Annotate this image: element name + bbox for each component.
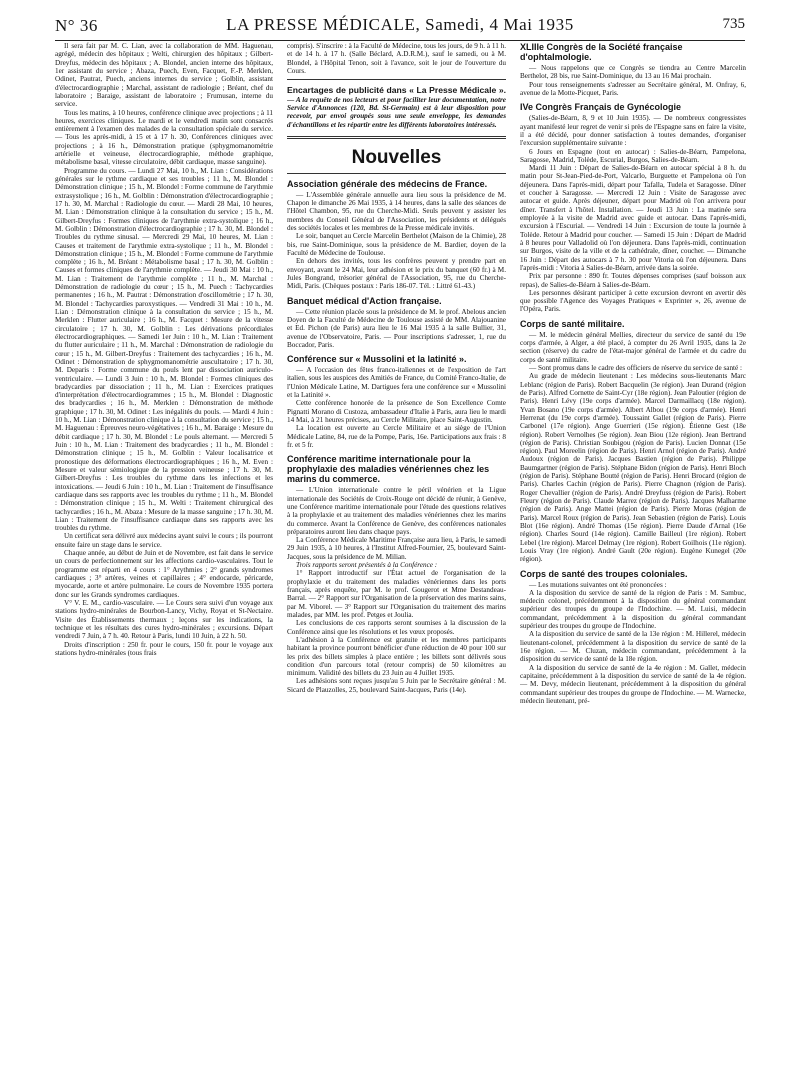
paragraph: Trois rapports seront présentés à la Conférence : xyxy=(296,561,438,570)
page-header xyxy=(55,14,745,41)
paragraph: compris). S'inscrire : à la Faculté de Médecine, tous les jours, de 9 h. à 11 h. et de 14 h. à 17 h. (Salle Béclard, A.D.R.M.), sauf le samedi, ou à M. Blondel, à l'Hôpital Tenon, soit à l'avance, soit le jour de l'ouverture du Cours. xyxy=(287,42,506,75)
paragraph: — Sont promus dans le cadre des officiers de réserve du service de santé : xyxy=(529,364,743,372)
article-heading: Corps de santé des troupes coloniales. xyxy=(520,568,688,579)
article-heading: XLIIIe Congrès de la Société française d'ophtalmologie. xyxy=(520,42,683,62)
divider xyxy=(287,79,506,80)
paragraph: Le soir, banquet au Cercle Marcelin Berthelot (Maison de la Chimie), 28 bis, rue Saint-Dominique, sous la présidence de M. Bardier, doyen de la Faculté de Médecine de Toulouse. xyxy=(287,232,506,257)
article-heading: Conférence sur « Mussolini et la latinité ». xyxy=(287,354,467,365)
notice-body: — A la requête de nos lecteurs et pour faciliter leur documentation, notre Service d'Annonces (120, Bd. St-Germain) est à leur disposition pour recevoir, par envoi groupés sous une seule enveloppe, les demandes d'échantillons et les répartir entre les différents laboratoires intéressés. xyxy=(287,95,506,129)
paragraph: V° V. E. M., cardio-vasculaire. — Le Cours sera suivi d'un voyage aux stations hydro-minérales de Bourbon-Lancy, Vichy, Royat et St-Nectaire. Visite des Établissements thermaux ; leçons sur les indications, la technique et les résultats des cures hydro-minérales ; excursions. Départ vendredi 7 Juin, à 7 h. 40. Retour à Paris, lundi 10 Juin, à 22 h. 50. xyxy=(55,598,273,641)
page-number: N° 36 xyxy=(55,16,98,35)
paragraph: Les conclusions de ces rapports seront soumises à la discussion de la Conférence ainsi que les résolutions et les vœux proposés. xyxy=(287,619,506,636)
article-heading: Corps de santé militaire. xyxy=(520,318,625,329)
paragraph: En dehors des invités, tous les confrères peuvent y prendre part en envoyant, avant le 24 Mai, leur adhésion et le prix du banquet (60 fr.) à M. Jules Bongrand, trésorier général de l'Association, 95, rue du Cherche-Midi, Paris. (Chèques postaux : Paris 186-07. Tél. : Littré 61-43.) xyxy=(287,257,506,291)
paragraph: Prix par personne : 890 fr. Toutes dépenses comprises (sauf boisson aux repas), de Salies-de-Béarn à Salies-de-Béarn. xyxy=(520,272,746,289)
column-right xyxy=(520,42,746,1074)
divider xyxy=(287,173,506,174)
divider xyxy=(287,136,506,139)
article-heading: Conférence maritime internationale pour la prophylaxie des maladies vénériennes chez les marins du commerce. xyxy=(287,454,490,485)
paragraph: La Conférence Médicale Maritime Française aura lieu, à Paris, le samedi 29 Juin 1935, à 10 heures, à l'Institut Alfred-Fournier, 25, boulevard Saint-Jacques, sous la présidence de M. Milian. xyxy=(287,536,506,561)
column-left xyxy=(55,42,273,1074)
paragraph: — M. le médecin général Mellies, directeur du service de santé du 19e corps d'armée, à Alger, a été placé, à compter du 26 Avril 1935, dans la 2e section (réserve) du cadre de l'état-major général de l'armée et du cadre du corps de santé militaire. xyxy=(520,330,746,364)
paragraph: A la disposition du service de santé de la 13e région : M. Hillerel, médecin lieutenant-colonel, précédemment à la disposition du service de santé de la 16e région. — M. Cluzan, médecin commandant, précédemment à la disposition du service de santé de la 18e région. xyxy=(520,630,746,664)
paragraph: L'adhésion à la Conférence est gratuite et les membres participants habitant la province pourront bénéficier d'une réduction de 40 pour 100 sur les prix des billets simples à place entière ; les billets sont délivrés sous condition d'un parcours total (retour compris) de 50 kilomètres au minimum. Validité des billets du 23 Juin au 4 Juillet 1935. xyxy=(287,635,506,678)
paragraph: — Nous rappelons que ce Congrès se tiendra au Centre Marcelin Berthelot, 28 bis, rue Saint-Dominique, du 13 au 16 Mai prochain. xyxy=(520,64,746,81)
paragraph: — Les mutations suivantes ont été prononcées : xyxy=(529,580,667,589)
article-heading: Association générale des médecins de France. xyxy=(287,178,488,189)
column-middle xyxy=(287,42,506,1074)
paragraph: — L'Union internationale contre le péril vénérien et la Ligue internationale des Sociétés de Croix-Rouge ont décidé de réunir, à Genève, une Conférence maritime internationale pour l'étude des questions relatives à la prophylaxie et au traitement des maladies vénériennes chez les marins du commerce. Avant la Conférence de Genève, des conférences nationales préparatoires auront lieu dans chaque pays. xyxy=(287,486,506,536)
paragraph: — Cette réunion placée sous la présidence de M. le prof. Abelous ancien Doyen de la Faculté de Médecine de Toulouse assisté de MM. Alajouanine et Ed. Pichon (de Paris) aura lieu le 16 Mai 1935 à la salle Bullier, 31, avenue de l'Observatoire, Paris. — Pour inscriptions s'adresser, 1, rue du Boccador, Paris. xyxy=(287,307,506,349)
paragraph: Un certificat sera délivré aux médecins ayant suivi le cours ; ils pourront ensuite faire un stage dans le service. xyxy=(55,532,273,549)
masthead-title: LA PRESSE MÉDICALE, Samedi, 4 Mai 1935 xyxy=(226,15,574,34)
advertising-notice xyxy=(287,86,506,129)
paragraph: Les adhésions sont reçues jusqu'au 5 Juin par le Secrétaire général : M. Sicard de Plauzolles, 25, boulevard Saint-Jacques, Paris (14e). xyxy=(287,677,506,694)
paragraph: Au grade de médecin lieutenant : Les médecins sous-lieutenants Marc Leblanc (région de Paris). Robert Bacquelin (3e région). Jean Durand (région de Paris). Alfred Cornette de Saint-Cyr (18e région). Jean Paloutier (région de Paris). Henri Lévy (19e corps d'armée). Marcel Darmaillacq (18e région). Yvan Bosano (19e corps d'armée). Albert Albou (19e corps d'armée). Henri Herrenat (du 19e corps d'armée). Toussaint Gallet (région de Paris). Pierre Carbonel (17e région). Ange Guerrieri (15e région). Étienne Gest (18e région). Robert Vernolhes (5e région). Jean Biou (12e région). Jean Bertrand (région de Paris). Christian Soubigou (région de Paris). Lucien Donnat (15e région). Paul Moreelin (région de Paris). Henri Arnol (région de Paris). André Audoux (région de Paris). Jacques Bastien (région de Paris). Philippe Baumgartner (région de Paris). Stéphane Bidon (région de Paris). Henri Bloch (région de Paris). Stéphane Boutté (région de Paris). Henri Brocard (région de Paris). Charles Cachin (région de Paris). Pierre Chagnon (région de Paris). Roger Chevallier (région de Paris). André Dreyfuss (région de Paris). Robert Fleury (région de Paris). Claude Marrez (région de Paris). Jacques Malharme (région de Paris). Ange Mattei (région de Paris). Pierre Moras (région de Paris). Marcel Roux (région de Paris). Jean Sebastien (région de Paris). Louis Blot (16e région). André Thomas (15e région). Pierre Daude d'Arnal (16e région). Charles Sourd (14e région). Camille Bailleul (1re région). Robert Lebel (1re région). Marcel Delmay (1re région). Robert Goilhois (11e région). Louis Vray (1re région). André Gault (20e région). Eugène Kunegel (20e région). xyxy=(520,372,746,564)
paragraph: Tous les matins, à 10 heures, conférence clinique avec projections ; à 11 heures, exercices cliniques. Le mardi et le vendredi matin sont consacrés entièrement à l'examen des malades de la consultation spéciale du service. — Tous les après-midi, à 15 et à 17 h. 30, Conférences cliniques avec projections ; à 16 h., Démonstration pratique (sphygmomanométrie artérielle et veineuse, électrocardiographie, méthode graphique, métabolisme basal, vitesse circulatoire, débit cardiaque, masse sanguine). xyxy=(55,108,273,167)
notice-title: Encartages de publicité dans « La Presse Médicale ». xyxy=(287,85,506,96)
paragraph: Il sera fait par M. C. Lian, avec la collaboration de MM. Haguenau, agrégé, médecin des hôpitaux ; Welti, chirurgien des hôpitaux ; Gilbert-Dreyfus, médecin des hôpitaux ; A. Blondel, ancien interne des hôpitaux, 1er assistant du service ; Abaza, Puech, Even, Facquet, F.-P. Merklen, Odinet, Pautrat, Puech, anciens internes du service ; Golblin, assistant d'électrocardiographie ; Marchal, assistant de radiologie ; Bréant, chef du laboratoire ; Baraige, assistant de laboratoire ; Frumusan, interne du service. xyxy=(55,42,273,109)
paragraph: Mardi 11 Juin : Départ de Salies-de-Béarn en autocar spécial à 8 h. du matin pour St-Jean-Pied-de-Port, Valcarlo, Burguette et Pampelona où l'on déjeunera. Dans l'après-midi, départ pour Tafalla, Tudela et Saragosse. Dîner et coucher à Saragosse. — Mercredi 12 Juin : Visite de Saragosse avec autocar et guide. Après déjeuner, départ pour Madrid où l'on arrivera pour dîner. Transfert à l'hôtel. Installation. — Jeudi 13 Juin : La matinée sera employée à la visite de Madrid avec guide et autocar. Dans l'après-midi, excursion à l'Escurial. — Vendredi 14 Juin : Excursion de toute la journée à Tolède. Retour à Madrid pour coucher. — Samedi 15 Juin : Départ de Madrid à 8 heures pour Valladolid où l'on déjeunera. Dans l'après-midi, continuation sur Burgos, visite de la ville et de la cathédrale, dîner, coucher. — Dimanche 16 Juin : Départ des autocars à 7 h. 30 pour Vitoria où l'on déjeunera. Dans l'après-midi : Vitoria à Salies-de-Béarn, arrivée dans la soirée. xyxy=(520,164,746,272)
section-title: Nouvelles xyxy=(351,146,442,168)
paragraph: La location est ouverte au Cercle Militaire et au siège de l'Union Médicale Latine, 84, rue de la Pompe, Paris, 16e. Participations aux frais : 8 fr. et 5 fr. xyxy=(287,424,506,449)
page-number-right: 735 xyxy=(722,16,745,32)
paragraph: Cette conférence honorée de la présence de Son Excellence Comte Pignatti Morano di Custoza, ambassadeur d'Italie à Paris, aura lieu le mardi 14 Mai, à 21 heures précises, au Cercle Militaire, place Saint-Augustin. xyxy=(287,399,506,424)
paragraph: 6 Jours en Espagne (tout en autocar) : Salies-de-Béarn, Pampelona, Saragosse, Madrid, Tolède, Escurial, Burgos, Salies-de-Béarn. xyxy=(520,147,746,164)
paragraph: — A l'occasion des fêtes franco-italiennes et de l'exposition de l'art italien, sous les auspices des Amitiés de France, du Comité Franco-Italie, de l'Union Médicale Latine, M. Dartigues fera une conférence sur « Mussolini et la Latinité ». xyxy=(287,366,506,400)
paragraph: A la disposition du service de santé de la région de Paris : M. Sambuc, médecin colonel, précédemment à la disposition du général commandant supérieur des troupes du groupe de l'Indochine. — M. Luisi, médecin commandant, précédemment à la disposition du général commandant supérieur des troupes du groupe de l'Indochine. xyxy=(520,588,746,631)
paragraph: — L'Assemblée générale annuelle aura lieu sous la présidence de M. Chapon le dimanche 26 Mai 1935, à 14 heures, dans la salle des séances de l'Hôtel Chambon, 95, rue du Cherche-Midi. Seuls peuvent y assister les membres du Conseil Général de l'Association, les présidents et délégués des sociétés locales et les membres de la Presse médicale invités. xyxy=(287,190,506,233)
paragraph: Droits d'inscription : 250 fr. pour le cours, 150 fr. pour le voyage aux stations hydro-minérales (tous frais xyxy=(55,640,273,657)
article-heading: IVe Congrès Français de Gynécologie xyxy=(520,102,682,113)
article-heading: Banquet médical d'Action française. xyxy=(287,295,442,306)
paragraph: Chaque année, au début de Juin et de Novembre, est fait dans le service un cours de perfectionnement sur les affections cardio-vasculaires. Tout le programme est réparti en 4 cours : 1° Arythmies ; 2° grands syndromes cardiaques ; 3° artères, veines et capillaires ; 4° endocarde, péricarde, myocarde, aorte et artère pulmonaire. Le cours de Novembre 1935 portera donc sur les Grands syndromes cardiaques. xyxy=(55,549,273,599)
paragraph: Les personnes désirant participer à cette excursion devront en avertir dès que possible l'Agence des Voyages Pratiques « Exprinter », 26, avenue de l'Opéra, Paris. xyxy=(520,288,746,314)
paragraph: Programme du cours. — Lundi 27 Mai, 10 h., M. Lian : Considérations générales sur le rythme cardiaque et ses troubles ; 11 h., M. Blondel : Démonstration clinique ; 15 h., M. Blondel : Forme commune de l'arythmie extrasystolique ; 16 h., M. Golblin : Démonstration d'électrocardiographie ; 17 h. 30, M. Marchal : Radiologie du cœur. — Mardi 28 Mai, 10 heures, M. Lian : Démonstration clinique à la consultation du service ; 15 h., M. Gilbert-Dreyfus : Formes cliniques de l'arythmie extra-systolique ; 16 h., M. Golblin : Démonstration d'électrocardiographie ; 17 h. 30, M. Blondel : Troubles du rythme sinusal. — Mercredi 29 Mai, 10 heures, M. Lian : Causes et traitement de l'arythmie extra-systolique ; 11 h., M. Blondel : Démonstration clinique ; 15 h., M. Blondel : Forme commune de l'arythmie complète ; 16 h., M. Bréant : Métabolisme basal ; 17 h. 30, M. Golblin : Causes et formes cliniques de l'arythmie complète. — Jeudi 30 Mai : 10 h., M. Lian : Traitement de l'arythmie complète ; 11 h., M. Marchal : Démonstration de radiologie du cœur ; 15 h., M. Puech : Tachycardies permanentes ; 16 h., M. Pautrat : Démonstration d'oscillométrie ; 17 h. 30, M. Blondel : Tachycardies paroxystiques. — Vendredi 31 Mai : 10 h., M. Lian : Démonstration clinique à la consultation du service ; 15 h., M. Merklen : Flutter auriculaire ; 16 h., M. Facquet : Mesure de la vitesse circulatoire ; 17 h. 30, M. Golblin : Les dérivations précordiales électrocardiographiques. — Samedi 1er Juin : 10 h., M. Lian : Traitement du flutter auriculaire ; 11 h., M. Marchal : Démonstration de radiologie du cœur ; 15 h., M. Gilbert-Dreyfus : Traitement des tachycardies ; 16 h., M. Odinet : Démonstration de sphygmomanométrie auscultatoire ; 17 h. 30, M. Deparis : Forme commune du pouls lent par dissociation auriculo-ventriculaire. — Lundi 3 Juin : 10 h., M. Blondel : Formes cliniques des bradycardies par dissociation ; 11 h., M. Lian : Exercices pratiques d'interprétation d'électrocardiogrammes ; 15 h., M. Blondel : Diagnostic des bradycardies ; 16 h., M. Merklen : Démonstration de méthode graphique ; 17 h. 30, M. Odinet : Les inégalités du pouls. — Mardi 4 Juin : 10 h., M. Lian : Démonstration clinique à la consultation du service ; 15 h., M. Haguenau : Épreuves neuro-végétatives ; 16 h., M. Baraige : Mesure du débit cardiaque ; 17 h. 30, M. Blondel : Le pouls alternant. — Mercredi 5 Juin : 10 h., M. Lian : Traitement des bradycardies ; 11 h., M. Blondel : Démonstration clinique ; 15 h., M. Golblin : Valeur localisatrice et pronostique des déformations électrocardiographiques ; 16 h., M. Even : Mesure et valeur sémiologique de la pression veineuse ; 17 h. 30, M. Gilbert-Dreyfus : Les troubles du rythme dans les infections et les intoxications. — Jeudi 6 Juin : 10 h., M. Lian : Traitement de l'insuffisance cardiaque dans ses rapports avec les troubles du rythme ; 11 h., M. Blondel : Démonstration clinique ; 15 h., M. Welti : Traitement chirurgical des tachycardies ; 16 h., M. Abaza : Mesure de la masse sanguine ; 17 h. 30, M. Lian : Traitement de l'insuffisance cardiaque dans ses rapports avec les troubles du rythme. xyxy=(55,166,273,533)
paragraph: A la disposition du service de santé de la 4e région : M. Gallet, médecin capitaine, précédemment à la disposition du service de santé de la 4e région. — M. Devy, médecin lieutenant, précédemment à la disposition du général commandant supérieur des troupes du groupe de l'Indochine. — M. Warnecke, médecin lieutenant, pré- xyxy=(520,663,746,705)
paragraph: 1° Rapport introductif sur l'État actuel de l'organisation de la prophylaxie et du traitement des maladies vénériennes dans les ports français, après enquête, par M. le prof. Gougerot et Mme Destandeau-Barral. — 2° Rapport sur l'Organisation de la préservation des marins sains, par M. Viborel. — 3° Rapport sur l'Organisation du traitement des marins malades, par MM. les prof. Petges et Joulia. xyxy=(287,569,506,619)
paragraph: Pour tous renseignements s'adresser au Secrétaire général, M. Onfray, 6, avenue de la Motte-Picquet, Paris. xyxy=(520,80,746,97)
paragraph: (Salies-de-Béarn, 8, 9 et 10 Juin 1935). — De nombreux congressistes ayant manifesté leur regret de venir si près de l'Espagne sans en faire la visite, il a été décidé, pour donner satisfaction à toutes demandes, d'organiser l'excursion supplémentaire suivante : xyxy=(520,114,746,148)
